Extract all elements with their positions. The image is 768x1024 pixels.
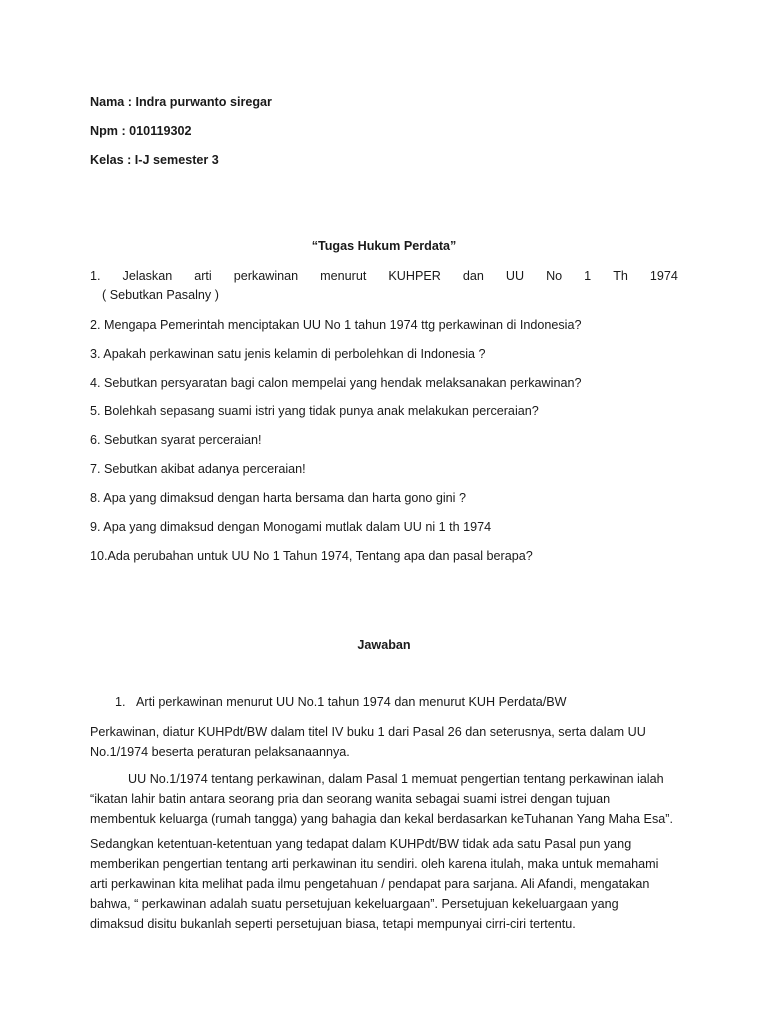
question-10: 10.Ada perubahan untuk UU No 1 Tahun 1974, Tentang apa dan pasal berapa?: [90, 549, 533, 563]
paragraph-line: memberikan pengertian tentang arti perkawinan itu sendiri. oleh karena itulah, maka untuk memahami: [90, 857, 659, 871]
question-6: 6. Sebutkan syarat perceraian!: [90, 433, 262, 447]
q1-word: arti: [194, 269, 212, 283]
q1-word: 1.: [90, 269, 101, 283]
paragraph-line: Sedangkan ketentuan-ketentuan yang tedapat dalam KUHPdt/BW tidak ada satu Pasal pun yang: [90, 837, 632, 851]
paragraph-line: UU No.1/1974 tentang perkawinan, dalam Pasal 1 memuat pengertian tentang perkawinan ialah: [128, 772, 664, 786]
q1-word: perkawinan: [233, 269, 299, 283]
answer-paragraph-1: [90, 722, 680, 762]
answer-1-number: 1.: [115, 695, 126, 709]
paragraph-line: membentuk keluarga (rumah tangga) yang bahagia dan kekal berdasarkan keTuhanan Yang Maha Esa”.: [90, 812, 673, 826]
answers-heading: Jawaban: [357, 638, 411, 652]
answer-paragraph-2: [90, 769, 680, 829]
paragraph-line: No.1/1974 beserta peraturan pelaksanaannya.: [90, 745, 350, 759]
q1-word: Th: [613, 269, 628, 283]
question-1: [90, 267, 678, 286]
q1-word: No: [546, 269, 563, 283]
paragraph-line: Perkawinan, diatur KUHPdt/BW dalam titel IV buku 1 dari Pasal 26 dan seterusnya, serta dalam UU: [90, 725, 646, 739]
q1-word: dan: [462, 269, 484, 283]
student-name: Nama : Indra purwanto siregar: [90, 95, 272, 109]
question-4: 4. Sebutkan persyaratan bagi calon mempelai yang hendak melaksanakan perkawinan?: [90, 376, 582, 390]
q1-word: 1: [584, 269, 592, 283]
q1-word: Jelaskan: [122, 269, 173, 283]
question-8: 8. Apa yang dimaksud dengan harta bersama dan harta gono gini ?: [90, 491, 466, 505]
answer-1-title: Arti perkawinan menurut UU No.1 tahun 1974 dan menurut KUH Perdata/BW: [136, 695, 567, 709]
question-5: 5. Bolehkah sepasang suami istri yang tidak punya anak melakukan perceraian?: [90, 404, 539, 418]
paragraph-line: “ikatan lahir batin antara seorang pria dan seorang wanita sebagai suami istrei dengan tujuan: [90, 792, 611, 806]
q1-word: KUHPER: [388, 269, 441, 283]
paragraph-line: bahwa, “ perkawinan adalah suatu persetujuan kekeluargaan”. Persetujuan kekeluargaan yang: [90, 897, 619, 911]
question-3: 3. Apakah perkawinan satu jenis kelamin di perbolehkan di Indonesia ?: [90, 347, 486, 361]
document-title: “Tugas Hukum Perdata”: [311, 239, 457, 253]
question-9: 9. Apa yang dimaksud dengan Monogami mutlak dalam UU ni 1 th 1974: [90, 520, 492, 534]
answer-paragraph-3: [90, 834, 680, 934]
question-7: 7. Sebutkan akibat adanya perceraian!: [90, 462, 306, 476]
q1-word: UU: [505, 269, 525, 283]
paragraph-line: arti perkawinan kita melihat pada ilmu pengetahuan / pendapat para sarjana. Ali Afandi, mengatakan: [90, 877, 650, 891]
question-1-continuation: ( Sebutkan Pasalny ): [102, 288, 219, 302]
student-npm: Npm : 010119302: [90, 124, 192, 138]
q1-word: menurut: [320, 269, 367, 283]
student-class: Kelas : I-J semester 3: [90, 153, 219, 167]
q1-word: 1974: [649, 269, 678, 283]
paragraph-line: dimaksud disitu bukanlah seperti persetujuan biasa, tetapi mempunyai cirri-ciri tertentu.: [90, 917, 576, 931]
question-2: 2. Mengapa Pemerintah menciptakan UU No 1 tahun 1974 ttg perkawinan di Indonesia?: [90, 318, 582, 332]
